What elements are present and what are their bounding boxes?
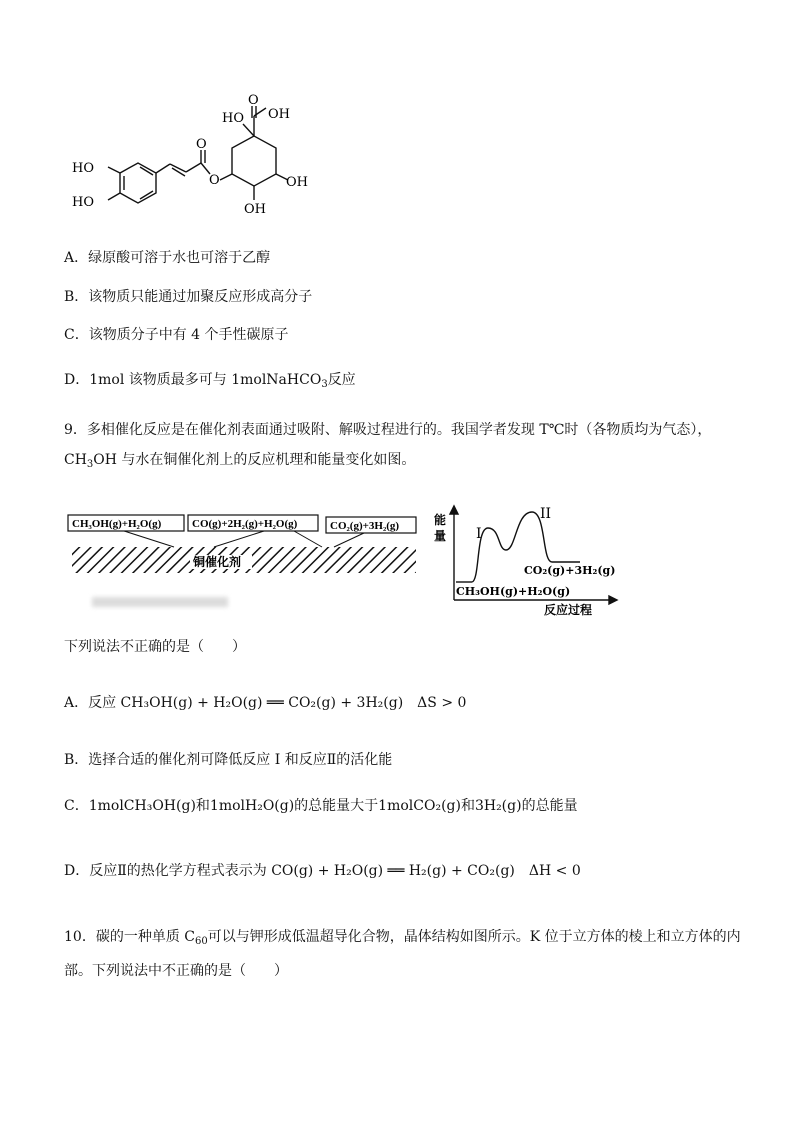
acid-carbonyl-label: O — [248, 93, 259, 108]
acid-hydroxyl-label: OH — [268, 107, 290, 122]
carbonyl-oxygen-label: O — [196, 137, 207, 152]
ester-oxygen-label: O — [209, 173, 220, 188]
q9-stem-line-2: $CH_3OH$ 与水在铜催化剂上的反应机理和能量变化如图。 — [64, 452, 416, 470]
q8-option-c: C．该物质分子中有 4 个手性碳原子 — [64, 327, 289, 343]
q9-option-d: D．反应Ⅱ的热化学方程式表示为 CO(g) + H₂O(g) ══ H₂(g) + CO₂(g) ΔH < 0 — [64, 863, 581, 879]
q9-question: 下列说法不正确的是（ ） — [64, 639, 246, 655]
hydroxyl-label: HO — [72, 161, 94, 176]
reactants-label: CH₃OH(g)+H₂O(g) — [456, 585, 571, 598]
q9-option-b: B．选择合适的催化剂可降低反应 I 和反应Ⅱ的活化能 — [64, 752, 393, 768]
y-axis-label-2: 量 — [434, 529, 447, 543]
hydroxyl-label: HO — [222, 111, 244, 126]
peak-label-1: I — [476, 526, 482, 542]
mechanism-scheme — [64, 505, 419, 620]
hydroxyl-label: OH — [244, 202, 266, 217]
scheme-box-products: CO₂(g)+3H₂(g) — [330, 520, 400, 532]
q8-option-d: D．1mol 该物质最多可与 1molNaHCO$_3$反应 — [64, 372, 356, 390]
q9-option-a: A．反应 CH₃OH(g) + H₂O(g) ══ CO₂(g) + 3H₂(g) ΔS > 0 — [64, 695, 467, 711]
scheme-box-reactants: CH₃OH(g)+H₂O(g) — [72, 518, 162, 530]
chlorogenic-acid-structure — [60, 88, 320, 230]
q9-stem-line-1: 9．多相催化反应是在催化剂表面通过吸附、解吸过程进行的。我国学者发现 T℃时（各物质均为气态）， — [64, 422, 712, 438]
products-label: CO₂(g)+3H₂(g) — [524, 564, 616, 577]
hydroxyl-label: HO — [72, 195, 94, 210]
scheme-box-intermediate: CO(g)+2H₂(g)+H₂O(g) — [192, 518, 298, 530]
q9-option-c: C．1molCH₃OH(g)和1molH₂O(g)的总能量大于1molCO₂(g)和3H₂(g)的总能量 — [64, 798, 578, 814]
catalyst-label: 铜催化剂 — [193, 555, 242, 569]
q10-stem-line-1: 10．碳的一种单质 $C_{60}$可以与钾形成低温超导化合物，晶体结构如图所示。K 位于立方体的棱上和立方体的内 — [64, 929, 741, 947]
q8-option-b: B．该物质只能通过加聚反应形成高分子 — [64, 289, 313, 305]
peak-label-2: II — [540, 506, 552, 522]
q8-option-a: A．绿原酸可溶于水也可溶于乙醇 — [64, 250, 271, 266]
y-axis-label-1: 能 — [434, 513, 447, 527]
q10-stem-line-2: 部。下列说法中不正确的是（ ） — [64, 963, 288, 979]
blurred-caption — [92, 597, 228, 607]
x-axis-label: 反应过程 — [544, 603, 593, 617]
hydroxyl-label: OH — [286, 175, 308, 190]
energy-diagram — [428, 500, 628, 620]
